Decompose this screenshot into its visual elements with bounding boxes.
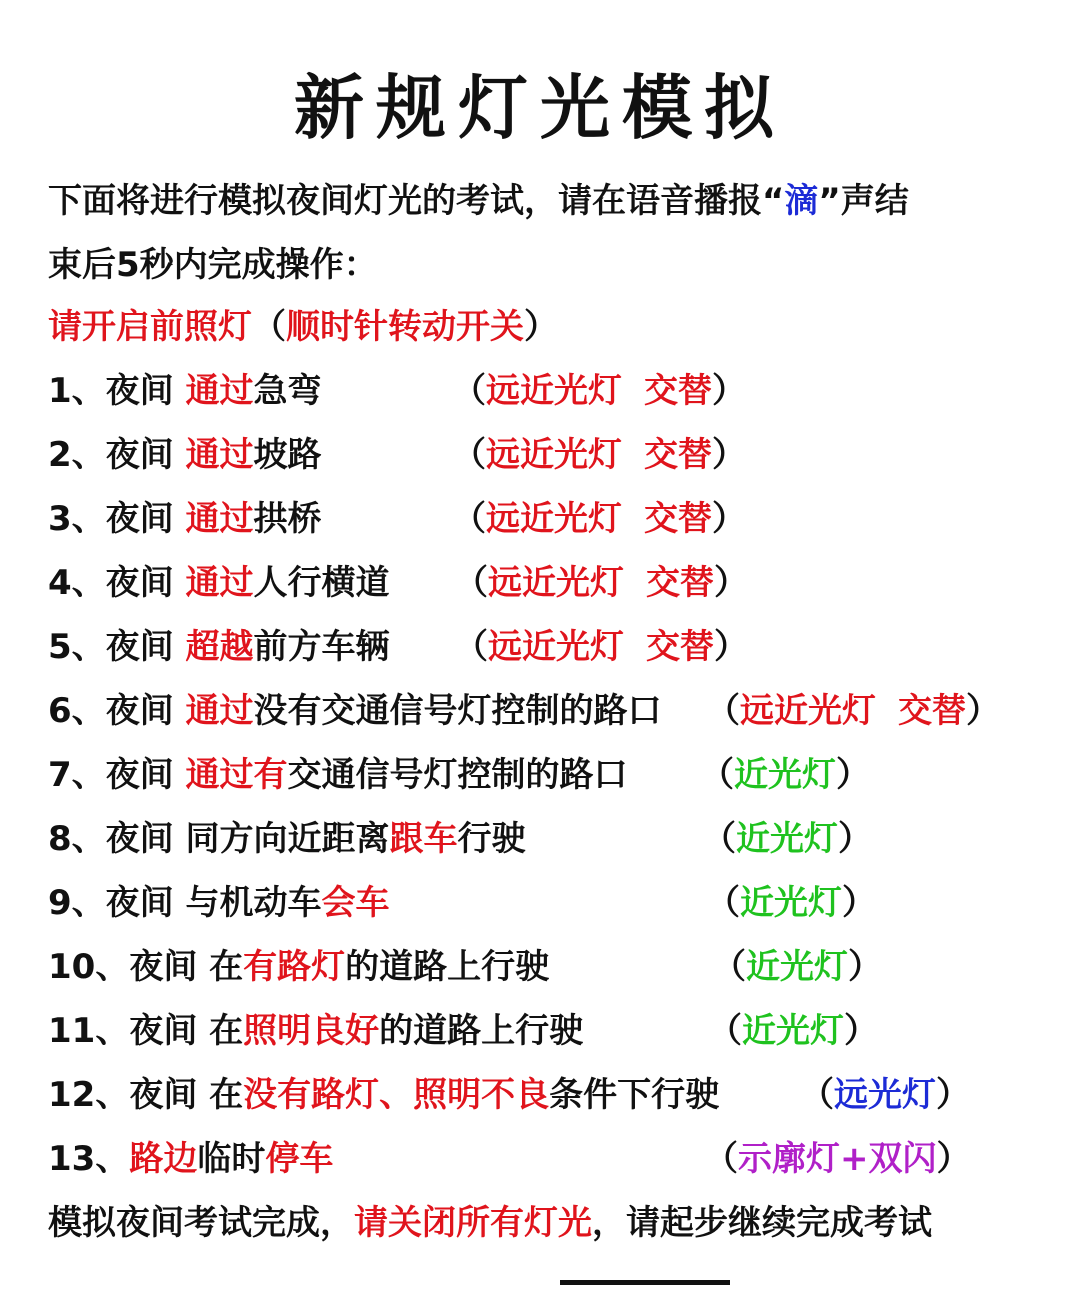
paren-close: ） [524,307,558,347]
light-value: 近光灯 [736,819,838,859]
ending-text: 模拟夜间考试完成， [48,1203,354,1243]
list-item [48,946,549,988]
paren-close: ） [714,563,748,603]
item-number: 4、夜间 [48,563,186,603]
paren-close: ） [842,883,876,923]
paren-open: （ [712,947,746,987]
paren-open: （ [700,755,734,795]
paren-close: ） [712,435,746,475]
paren-open: （ [252,307,286,347]
item-highlight: 通过 [185,435,254,475]
light-requirement [800,1074,970,1116]
light-requirement [706,882,876,924]
list-item [48,1010,583,1052]
item-highlight: 通过 [185,499,254,539]
item-text: 的道路上行驶 [379,1011,584,1051]
item-text: 条件下行驶 [549,1075,720,1115]
ending-highlight: 请关闭所有灯光 [354,1203,592,1243]
light-a: 远近光灯 [486,435,622,475]
item-text-pre: 同方向近距离 [185,819,390,859]
item-highlight: 通过有 [185,755,288,795]
ending-line [48,1202,932,1244]
light-requirement [702,818,872,860]
paren-open: （ [706,691,740,731]
paren-close: ） [936,1139,971,1179]
paren-close: ） [714,627,748,667]
item-text-pre: 在 [209,1011,244,1051]
light-requirement [452,370,746,412]
paren-open: （ [454,563,488,603]
item-text: 坡路 [253,435,322,475]
intro-highlight: 滴 [784,181,819,221]
item-highlight: 有路灯 [243,947,346,987]
item-number: 6、夜间 [48,691,186,731]
paren-close: ） [936,1075,970,1115]
item-text-pre: 与机动车 [185,883,322,923]
item-highlight: 路边 [129,1139,198,1179]
paren-close: ） [712,371,746,411]
list-item [48,690,662,732]
list-item [48,370,322,412]
light-requirement [706,690,1000,732]
list-item [48,882,390,924]
paren-close: ） [712,499,746,539]
list-item [48,626,390,668]
paren-close: ） [844,1011,878,1051]
light-b: 交替 [644,499,712,539]
item-number: 12、夜间 [48,1075,210,1115]
paren-open: （ [454,627,488,667]
item-text: 行驶 [457,819,526,859]
light-requirement [454,562,748,604]
item-highlight: 超越 [185,627,254,667]
item-text: 人行横道 [253,563,390,603]
item-highlight: 通过 [185,563,254,603]
paren-open: （ [800,1075,834,1115]
item-highlight: 通过 [185,691,254,731]
paren-open: （ [702,819,736,859]
ending-text-end: ，请起步继续完成考试 [592,1203,932,1243]
light-value: 近光灯 [742,1011,844,1051]
light-b: 交替 [646,563,714,603]
list-item [48,434,322,476]
light-b: 交替 [646,627,714,667]
light-a: 远近光灯 [488,627,624,667]
list-item [48,498,322,540]
item-text-pre: 在 [209,1075,244,1115]
paren-open: （ [706,883,740,923]
paren-close: ） [966,691,1000,731]
light-requirement [708,1010,878,1052]
paren-open: （ [452,499,486,539]
item-number: 7、夜间 [48,755,186,795]
light-requirement [454,626,748,668]
item-text: 交通信号灯控制的路口 [287,755,628,795]
light-requirement [452,498,746,540]
intro-line-1 [48,180,909,222]
item-number: 10、夜间 [48,947,210,987]
item-highlight: 跟车 [389,819,458,859]
item-text: 前方车辆 [253,627,390,667]
item-number: 13、 [48,1139,130,1179]
paren-open: （ [452,435,486,475]
item-highlight: 通过 [185,371,254,411]
page-title: 新规灯光模拟 [294,67,786,149]
item-number: 3、夜间 [48,499,186,539]
item-number: 5、夜间 [48,627,186,667]
light-a: 远近光灯 [740,691,876,731]
list-item [48,1138,333,1180]
light-requirement [712,946,882,988]
light-a: 远近光灯 [486,499,622,539]
light-a: 远近光灯 [488,563,624,603]
item-number: 9、夜间 [48,883,186,923]
item-highlight: 没有路灯、照明不良 [243,1075,550,1115]
light-value: 示廓灯+双闪 [738,1139,937,1179]
list-item [48,754,628,796]
list-item [48,562,390,604]
item-number: 11、夜间 [48,1011,210,1051]
open-light-note: 顺时针转动开关 [286,307,524,347]
paren-open: （ [452,371,486,411]
paren-close: ） [848,947,882,987]
item-highlight: 照明良好 [243,1011,380,1051]
light-value: 近光灯 [740,883,842,923]
item-text: 拱桥 [253,499,322,539]
item-highlight-2: 停车 [265,1139,334,1179]
item-text: 急弯 [253,371,322,411]
paren-close: ） [838,819,872,859]
intro-line-2: 束后5秒内完成操作： [48,245,378,285]
light-b: 交替 [644,371,712,411]
item-text: 临时 [197,1139,266,1179]
list-item [48,1074,719,1116]
cropped-text-fragment [560,1280,730,1300]
item-text: 的道路上行驶 [345,947,550,987]
paren-close: ） [836,755,870,795]
light-value: 远光灯 [834,1075,936,1115]
light-value: 近光灯 [746,947,848,987]
light-b: 交替 [898,691,966,731]
light-requirement [700,754,870,796]
light-a: 远近光灯 [486,371,622,411]
item-text: 没有交通信号灯控制的路口 [253,691,662,731]
item-text-pre: 在 [209,947,244,987]
open-light-text: 请开启前照灯 [48,307,252,347]
light-b: 交替 [644,435,712,475]
light-requirement [704,1138,971,1180]
item-number: 1、夜间 [48,371,186,411]
list-item [48,818,526,860]
paren-open: （ [708,1011,742,1051]
item-number: 2、夜间 [48,435,186,475]
open-light-line [48,306,558,348]
light-value: 近光灯 [734,755,836,795]
intro-text: 下面将进行模拟夜间灯光的考试，请在语音播报“ [48,181,785,221]
paren-open: （ [704,1139,738,1179]
intro-text-end: ”声结 [818,181,909,221]
item-number: 8、夜间 [48,819,186,859]
item-highlight: 会车 [321,883,390,923]
light-requirement [452,434,746,476]
